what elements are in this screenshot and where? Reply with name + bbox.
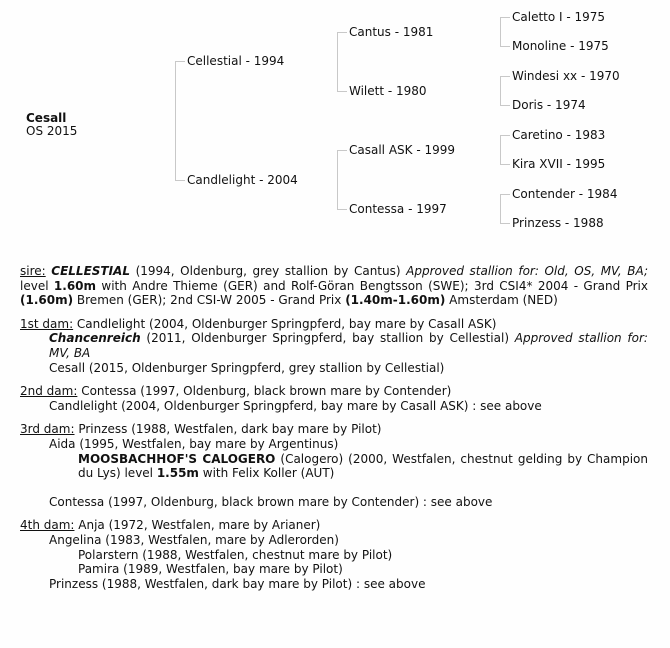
- sire-label: sire:: [20, 264, 46, 278]
- sire-text: 3rd CSI4* 2004 - Grand Prix: [468, 278, 648, 293]
- bracket-line: [500, 135, 510, 136]
- bracket-line: [500, 135, 501, 165]
- sire-level: 1.60m: [53, 278, 97, 293]
- bracket-line: [500, 194, 510, 195]
- subject-info: OS 2015: [26, 124, 78, 138]
- spacer: [20, 481, 648, 495]
- dam1-text: Candlelight (2004, Oldenburger Springpferd, bay mare by Casall ASK): [73, 316, 497, 331]
- offspring-item: Angelina (1983, Westfalen, mare by Adlerorden): [49, 532, 339, 547]
- bracket-line: [337, 91, 347, 92]
- pedigree-gen3[interactable]: Doris - 1974: [512, 98, 586, 112]
- dam-line-text: [20, 264, 648, 591]
- pedigree-gen3[interactable]: Contender - 1984: [512, 187, 618, 201]
- pedigree-sire-sire[interactable]: Cantus - 1981: [349, 25, 434, 39]
- subject-name: Cesall: [26, 111, 67, 125]
- bracket-line: [175, 180, 185, 181]
- offspring-item: Aida (1995, Westfalen, bay mare by Argentinus): [49, 436, 339, 451]
- dam3-section: [20, 422, 648, 509]
- offspring-item: Polarstern (1988, Westfalen, chestnut mare by Pilot): [78, 547, 393, 562]
- pedigree-gen3[interactable]: Caretino - 1983: [512, 128, 606, 142]
- sire-desc: (1994, Oldenburg, grey stallion by Cantus): [130, 264, 407, 278]
- offspring-item: [20, 331, 648, 360]
- bracket-line: [500, 76, 501, 106]
- bracket-line: [500, 76, 510, 77]
- offspring-desc: (Calogero) (2000, Westfalen, chestnut gelding by Champion du Lys) level: [78, 451, 648, 481]
- dam2-text: Contessa (1997, Oldenburg, black brown mare by Contender): [77, 384, 452, 399]
- offspring-item: Candlelight (2004, Oldenburger Springpferd, bay mare by Casall ASK) : see above: [49, 398, 542, 413]
- pedigree-dam-sire[interactable]: Casall ASK - 1999: [349, 143, 456, 157]
- bracket-line: [337, 150, 347, 151]
- pedigree-gen3[interactable]: Kira XVII - 1995: [512, 157, 606, 171]
- offspring-item: [20, 452, 648, 481]
- sire-section: [20, 264, 648, 308]
- pedigree-tree: [0, 0, 670, 245]
- pedigree-gen3[interactable]: Prinzess - 1988: [512, 216, 604, 230]
- sire-name: CELLESTIAL: [51, 264, 130, 278]
- offspring-item: Pamira (1989, Westfalen, bay mare by Pilot): [78, 562, 343, 577]
- dam3-label: 3rd dam:: [20, 422, 75, 437]
- subject-horse: [26, 112, 77, 138]
- bracket-line: [175, 61, 176, 181]
- offspring-name: Chancenreich: [49, 331, 141, 346]
- bracket-line: [500, 46, 510, 47]
- sire-text: with Andre Thieme (GER) and Rolf-Göran Bengtsson (SWE);: [96, 278, 469, 293]
- bracket-line: [500, 17, 501, 47]
- offspring-desc: (2011, Oldenburger Springpferd, bay stallion by Cellestial): [140, 331, 515, 346]
- offspring-item: Contessa (1997, Oldenburg, black brown mare by Contender) : see above: [49, 494, 493, 509]
- bracket-line: [500, 223, 510, 224]
- pedigree-sire[interactable]: Cellestial - 1994: [187, 54, 285, 68]
- dam1-section: [20, 317, 648, 375]
- bracket-line: [337, 32, 347, 33]
- pedigree-dam-dam[interactable]: Contessa - 1997: [349, 202, 447, 216]
- pedigree-gen3[interactable]: Monoline - 1975: [512, 39, 609, 53]
- offspring-approved: Approved stallion for: MV, BA: [49, 331, 648, 360]
- dam2-label: 2nd dam:: [20, 384, 78, 399]
- dam4-section: [20, 518, 648, 591]
- sire-text: Bremen (GER); 2nd CSI-W 2005 - Grand Prix: [73, 293, 346, 308]
- dam3-text: Prinzess (1988, Westfalen, dark bay mare by Pilot): [74, 422, 382, 437]
- offspring-item: Cesall (2015, Oldenburger Springpferd, grey stallion by Cellestial): [49, 360, 445, 375]
- bracket-line: [337, 209, 347, 210]
- bracket-line: [500, 17, 510, 18]
- sire-height: (1.60m): [20, 293, 74, 308]
- bracket-line: [175, 61, 185, 62]
- sire-height: (1.40m-1.60m): [345, 293, 446, 308]
- offspring-desc: with Felix Koller (AUT): [198, 466, 335, 481]
- bracket-line: [500, 164, 510, 165]
- sire-text: level: [20, 278, 54, 293]
- bracket-line: [500, 105, 510, 106]
- sire-approved: Approved stallion for: Old, OS, MV, BA;: [406, 264, 648, 278]
- bracket-line: [337, 32, 338, 92]
- pedigree-gen3[interactable]: Caletto I - 1975: [512, 10, 606, 24]
- dam4-label: 4th dam:: [20, 518, 75, 533]
- pedigree-dam[interactable]: Candlelight - 2004: [187, 173, 298, 187]
- dam1-label: 1st dam:: [20, 316, 74, 331]
- pedigree-sire-dam[interactable]: Wilett - 1980: [349, 84, 427, 98]
- bracket-line: [500, 194, 501, 224]
- dam4-text: Anja (1972, Westfalen, mare by Arianer): [74, 518, 321, 533]
- sire-text: Amsterdam (NED): [445, 293, 558, 308]
- pedigree-gen3[interactable]: Windesi xx - 1970: [512, 69, 620, 83]
- offspring-level: 1.55m: [156, 466, 199, 481]
- offspring-name: MOOSBACHHOF'S CALOGERO: [78, 451, 276, 466]
- offspring-item: Prinzess (1988, Westfalen, dark bay mare by Pilot) : see above: [49, 576, 426, 591]
- bracket-line: [337, 150, 338, 210]
- dam2-section: [20, 384, 648, 413]
